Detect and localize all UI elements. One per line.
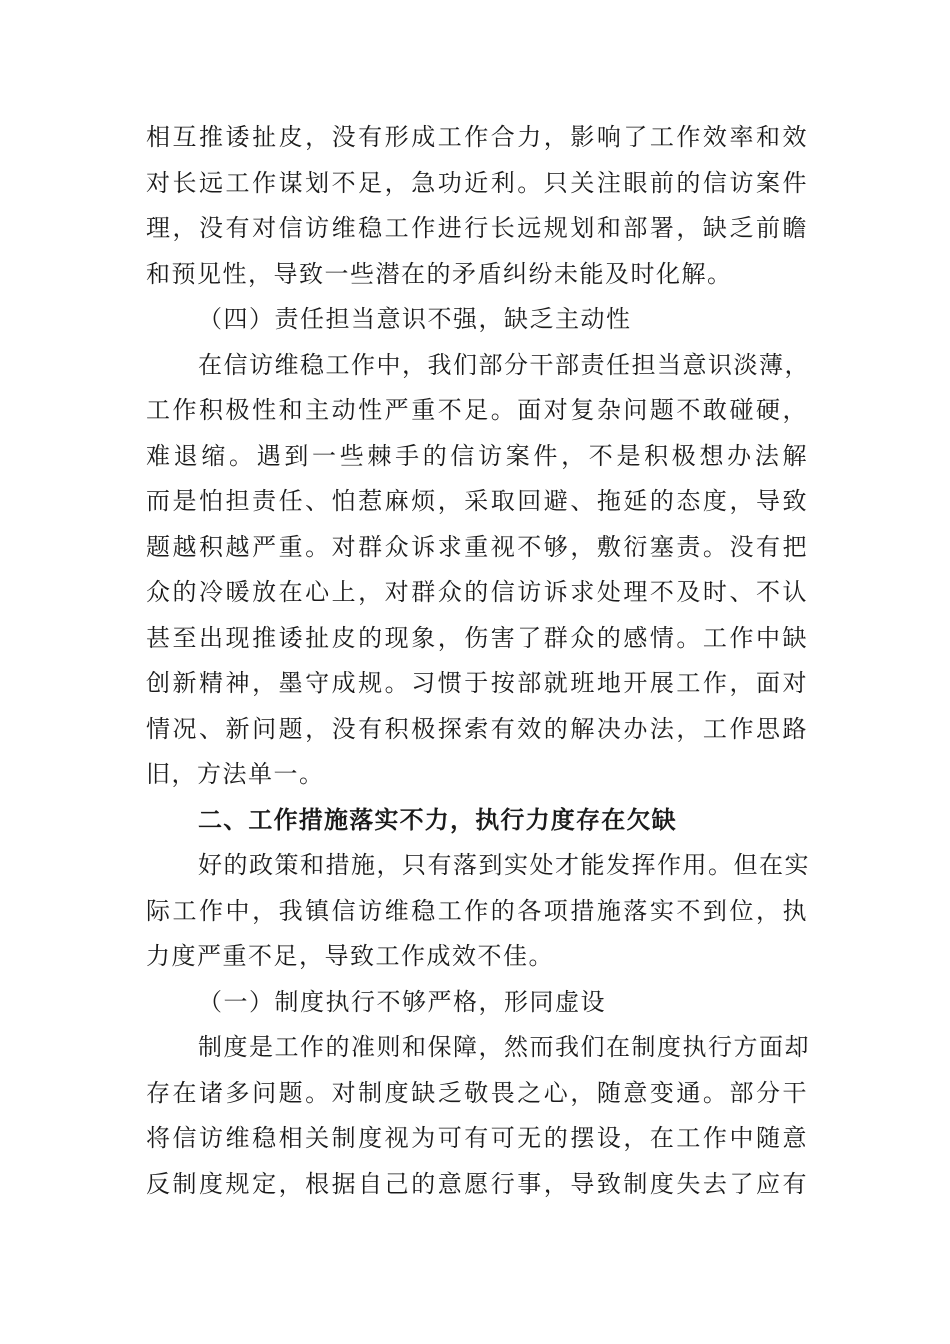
body-line: 众的冷暖放在心上，对群众的信访诉求处理不及时、不认 <box>146 578 808 606</box>
body-line: 和预见性，导致一些潜在的矛盾纠纷未能及时化解。 <box>146 259 733 288</box>
body-line: 而是怕担责任、怕惹麻烦，采取回避、拖延的态度，导致 <box>146 487 808 515</box>
body-line: 反制度规定，根据自己的意愿行事，导致制度失去了应有 <box>146 1169 808 1198</box>
body-line: 难退缩。遇到一些棘手的信访案件，不是积极想办法解 <box>146 441 808 470</box>
subheading-4: （四）责任担当意识不强，缺乏主动性 <box>198 305 632 333</box>
body-line: 际工作中，我镇信访维稳工作的各项措施落实不到位，执 <box>146 896 808 925</box>
paragraph-start: 制度是工作的准则和保障，然而我们在制度执行方面却 <box>198 1033 810 1061</box>
subheading-1: （一）制度执行不够严格，形同虚设 <box>198 987 606 1016</box>
body-line: 创新精神，墨守成规。习惯于按部就班地开展工作，面对 <box>146 669 808 697</box>
body-line: 情况、新问题，没有积极探索有效的解决办法，工作思路 <box>146 714 808 743</box>
body-line: 题越积越严重。对群众诉求重视不够，敷衍塞责。没有把 <box>146 532 808 561</box>
paragraph-start: 在信访维稳工作中，我们部分干部责任担当意识淡薄， <box>198 350 810 379</box>
paragraph-start: 好的政策和措施，只有落到实处才能发挥作用。但在实 <box>198 851 810 879</box>
body-line: 旧，方法单一。 <box>146 760 325 788</box>
body-line: 甚至出现推诿扯皮的现象，伤害了群众的感情。工作中缺 <box>146 623 808 652</box>
body-line: 将信访维稳相关制度视为可有可无的摆设，在工作中随意 <box>146 1124 808 1152</box>
body-line: 存在诸多问题。对制度缺乏敬畏之心，随意变通。部分干 <box>146 1078 808 1107</box>
body-line: 相互推诿扯皮，没有形成工作合力，影响了工作效率和效 <box>146 123 808 151</box>
section-heading-2: 二、工作措施落实不力，执行力度存在欠缺 <box>198 805 677 834</box>
body-line: 工作积极性和主动性严重不足。面对复杂问题不敢碰硬， <box>146 396 808 424</box>
document-body <box>146 115 808 1207</box>
body-line: 理，没有对信访维稳工作进行长远规划和部署，缺乏前瞻 <box>146 214 808 242</box>
body-line: 对长远工作谋划不足，急功近利。只关注眼前的信访案件 <box>146 168 808 197</box>
body-line: 力度严重不足，导致工作成效不佳。 <box>146 942 554 970</box>
